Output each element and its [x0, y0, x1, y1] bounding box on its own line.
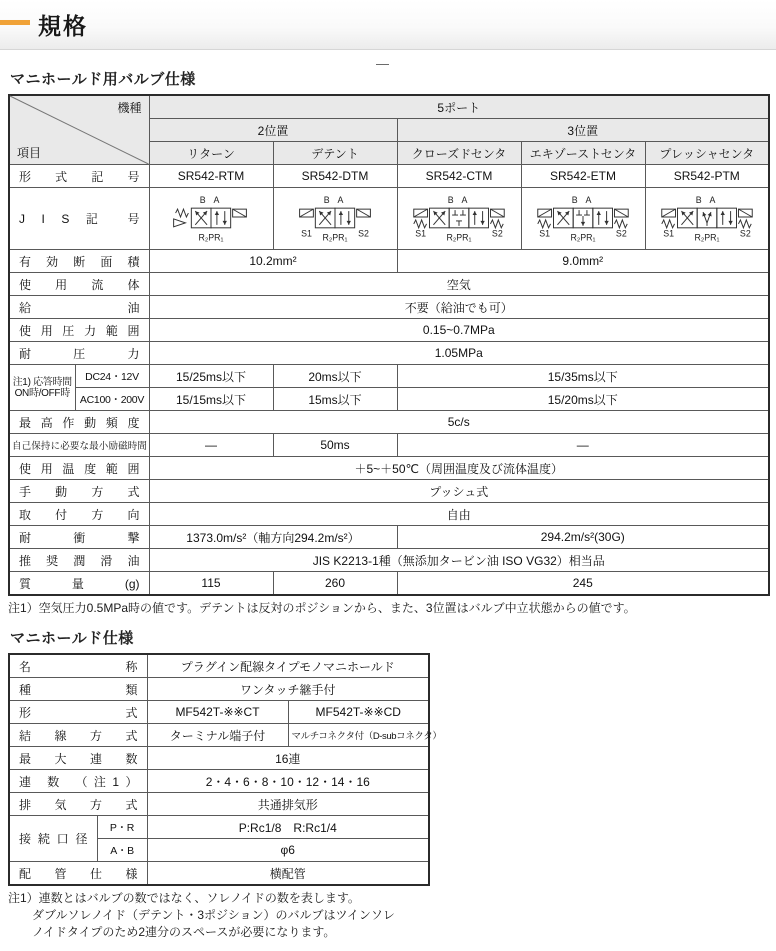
- manifold-section-heading: マニホールド仕様: [10, 630, 134, 647]
- content-area: [8, 58, 768, 951]
- jis-valve-symbol: [152, 188, 270, 246]
- spec-row: [9, 411, 769, 434]
- spec-value: JIS K2213-1種（無添加タービン油 ISO VG32）相当品: [149, 549, 769, 572]
- row-label: 手 動 方 式: [9, 480, 149, 503]
- valve-table-note: [8, 600, 768, 617]
- svg-text:R₂PR₁: R₂PR₁: [694, 232, 720, 243]
- row-label: 使 用 流 体: [9, 273, 149, 296]
- spec-row: [9, 770, 429, 793]
- spec-value: 15ms以下: [273, 388, 397, 411]
- row-label: 形 式 記 号: [9, 165, 149, 188]
- row-label: 使 用 温 度 範 囲: [9, 457, 149, 480]
- spec-row: [9, 296, 769, 319]
- port-header: 5ポート: [149, 95, 769, 119]
- svg-text:R₂PR₁: R₂PR₁: [570, 232, 596, 243]
- valve-section-heading: マニホールド用バルブ仕様: [10, 71, 196, 88]
- jis-symbol-cell: [149, 188, 273, 250]
- manifold-table-note: [8, 890, 768, 941]
- corner-top-label: 機種: [117, 101, 142, 115]
- spec-value: SR542-DTM: [273, 165, 397, 188]
- separator-dash: ―: [376, 56, 389, 71]
- spec-value: プラグイン配線タイプモノマニホールド: [147, 654, 429, 678]
- svg-text:S2: S2: [358, 228, 369, 239]
- spec-value: ワンタッチ継手付: [147, 678, 429, 701]
- jis-valve-symbol: [524, 188, 642, 246]
- spec-value: P:Rc1/8 R:Rc1/4: [147, 816, 429, 839]
- jis-valve-symbol: [400, 188, 518, 246]
- row-label: 名 称: [9, 654, 147, 678]
- spec-row: [9, 95, 769, 119]
- svg-text:S2: S2: [739, 228, 751, 239]
- spec-value: 20ms以下: [273, 365, 397, 388]
- sub-label: AC100・200V: [75, 388, 149, 411]
- spec-value: 15/35ms以下: [397, 365, 769, 388]
- note-line: ダブルソレノイド（デテント・3ポジション）のバルブはツインソレ: [32, 908, 395, 922]
- spec-value: 2・4・6・8・10・12・14・16: [147, 770, 429, 793]
- spec-row: [9, 165, 769, 188]
- type-header: クローズドセンタ: [397, 142, 521, 165]
- spec-value: 15/20ms以下: [397, 388, 769, 411]
- spec-row: [9, 701, 429, 724]
- type-header: デテント: [273, 142, 397, 165]
- row-label: J I S 記 号: [9, 188, 149, 250]
- row-label: 耐 衝 撃: [9, 526, 149, 549]
- note-line: 注1）連数とはバルブの数ではなく、ソレノイドの数を表します。: [8, 891, 360, 905]
- spec-row: [9, 678, 429, 701]
- svg-text:B A: B A: [199, 195, 223, 206]
- type-header: リターン: [149, 142, 273, 165]
- spec-row: [9, 250, 769, 273]
- row-label: 排 気 方 式: [9, 793, 147, 816]
- spec-row: [9, 457, 769, 480]
- spec-value: 5c/s: [149, 411, 769, 434]
- spec-row: [9, 526, 769, 549]
- valve-spec-table: [8, 94, 770, 596]
- spec-row: [9, 319, 769, 342]
- sub-label: DC24・12V: [75, 365, 149, 388]
- svg-text:R₂PR₁: R₂PR₁: [446, 232, 472, 243]
- row-label: 種 類: [9, 678, 147, 701]
- row-label: 給 油: [9, 296, 149, 319]
- page-header: [0, 0, 776, 50]
- sub-label: A・B: [97, 839, 147, 862]
- spec-value: SR542-ETM: [521, 165, 645, 188]
- row-label: 最 高 作 動 頻 度: [9, 411, 149, 434]
- spec-value: 15/15ms以下: [149, 388, 273, 411]
- spec-row: [9, 816, 429, 839]
- spec-row: [9, 273, 769, 296]
- row-label: 推 奨 潤 滑 油: [9, 549, 149, 572]
- svg-text:S2: S2: [615, 228, 627, 239]
- spec-value: SR542-RTM: [149, 165, 273, 188]
- spec-value: 15/25ms以下: [149, 365, 273, 388]
- jis-symbol-cell: [397, 188, 521, 250]
- spec-row: [9, 188, 769, 250]
- spec-value: MF542T-※※CD: [288, 701, 429, 724]
- spec-value: 1.05MPa: [149, 342, 769, 365]
- spec-row: [9, 342, 769, 365]
- row-label: 注1) 応答時間 ON時/OFF時: [9, 365, 75, 411]
- jis-symbol-cell: [645, 188, 769, 250]
- sub-label: P・R: [97, 816, 147, 839]
- spec-row: [9, 747, 429, 770]
- corner-bottom-label: 項目: [17, 146, 42, 160]
- spec-value: 空気: [149, 273, 769, 296]
- jis-valve-symbol: [648, 188, 766, 246]
- page-title: 規格: [38, 13, 88, 39]
- manifold-spec-table: [8, 653, 442, 886]
- spec-value: ―: [397, 434, 769, 457]
- spec-value: 横配管: [147, 862, 429, 886]
- spec-value: 1373.0m/s²（軸方向294.2m/s²）: [149, 526, 397, 549]
- jis-symbol-cell: [273, 188, 397, 250]
- spec-value: プッシュ式: [149, 480, 769, 503]
- svg-text:S1: S1: [301, 228, 312, 239]
- spec-value: 294.2m/s²(30G): [397, 526, 769, 549]
- spec-value: 自由: [149, 503, 769, 526]
- spec-value: 16連: [147, 747, 429, 770]
- svg-text:B A: B A: [447, 195, 471, 206]
- spec-value: 共通排気形: [147, 793, 429, 816]
- manifold-spec-body: [9, 654, 442, 885]
- svg-text:S1: S1: [415, 228, 427, 239]
- spec-row: [9, 549, 769, 572]
- row-label: 配 管 仕 様: [9, 862, 147, 886]
- spec-value: 9.0mm²: [397, 250, 769, 273]
- row-label: 有 効 断 面 積: [9, 250, 149, 273]
- accent-dash: [0, 20, 30, 25]
- corner-cell: [9, 95, 149, 165]
- position-header: 3位置: [397, 119, 769, 142]
- spec-value: φ6: [147, 839, 429, 862]
- row-label: 質 量 (g): [9, 572, 149, 596]
- row-label: 接続口径: [9, 816, 97, 862]
- svg-text:R₂PR₁: R₂PR₁: [322, 232, 348, 243]
- spec-row: [9, 388, 769, 411]
- spec-value: 50ms: [273, 434, 397, 457]
- spec-value: 不要（給油でも可）: [149, 296, 769, 319]
- spec-value: マルチコネクタ付（D-subコネクタ）: [288, 724, 429, 747]
- svg-text:S1: S1: [539, 228, 551, 239]
- spec-row: [9, 480, 769, 503]
- svg-text:S1: S1: [663, 228, 674, 239]
- row-label: 取 付 方 向: [9, 503, 149, 526]
- spec-row: [9, 572, 769, 596]
- spec-value: ＋5~＋50℃（周囲温度及び流体温度）: [149, 457, 769, 480]
- spec-row: [9, 862, 429, 886]
- svg-text:S2: S2: [491, 228, 503, 239]
- spec-value: SR542-CTM: [397, 165, 521, 188]
- spec-row: [9, 365, 769, 388]
- svg-text:B A: B A: [323, 195, 347, 206]
- spec-value: 260: [273, 572, 397, 596]
- spec-row: [9, 724, 429, 747]
- row-label: 自己保持に必要な最小励磁時間: [9, 434, 149, 457]
- spec-value: 245: [397, 572, 769, 596]
- spec-row: [9, 654, 429, 678]
- spec-value: ターミナル端子付: [147, 724, 288, 747]
- spec-row: [9, 793, 429, 816]
- spec-value: 10.2mm²: [149, 250, 397, 273]
- row-label: 最 大 連 数: [9, 747, 147, 770]
- spec-value: ―: [149, 434, 273, 457]
- jis-symbol-cell: [521, 188, 645, 250]
- spec-value: SR542-PTM: [645, 165, 769, 188]
- type-header: プレッシャセンタ: [645, 142, 769, 165]
- row-label: 耐 圧 力: [9, 342, 149, 365]
- row-label: 結 線 方 式: [9, 724, 147, 747]
- svg-text:R₂PR₁: R₂PR₁: [198, 232, 224, 243]
- note-line: 注1）空気圧力0.5MPa時の値です。デテントは反対のポジションから、また、3位置はバルブ中立状態からの値です。: [8, 601, 636, 615]
- valve-spec-body: [9, 95, 769, 595]
- position-header: 2位置: [149, 119, 397, 142]
- spec-row: [9, 503, 769, 526]
- svg-text:B A: B A: [695, 195, 719, 206]
- note-line: ノイドタイプのため2連分のスペースが必要になります。: [32, 925, 336, 939]
- spec-value: MF542T-※※CT: [147, 701, 288, 724]
- svg-text:B A: B A: [571, 195, 595, 206]
- row-label: 形 式: [9, 701, 147, 724]
- spec-row: [9, 434, 769, 457]
- row-label: 使 用 圧 力 範 囲: [9, 319, 149, 342]
- jis-valve-symbol: [276, 188, 394, 246]
- spec-value: 0.15~0.7MPa: [149, 319, 769, 342]
- type-header: エキゾーストセンタ: [521, 142, 645, 165]
- spec-value: 115: [149, 572, 273, 596]
- row-label: 連 数 （注1）: [9, 770, 147, 793]
